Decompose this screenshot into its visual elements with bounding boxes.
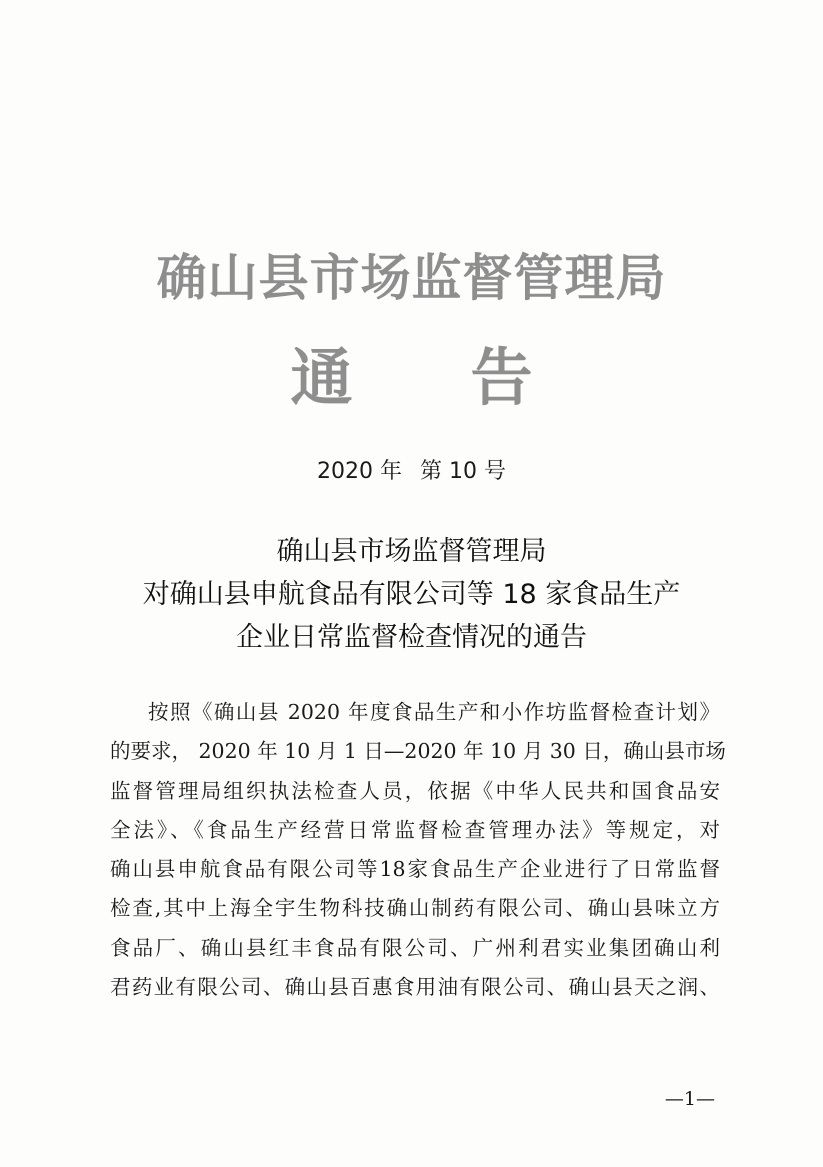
body-line: 食品厂、确山县红丰食品有限公司、广州利君实业集团确山利 xyxy=(110,935,720,960)
body-line: 全法》、《食品生产经营日常监督检查管理办法》等规定，对 xyxy=(110,817,720,842)
body-line: 监督管理局组织执法检查人员，依据《中华人民共和国食品安 xyxy=(110,778,720,803)
title-line-2: 对确山县申航食品有限公司等 18 家食品生产 xyxy=(142,579,681,610)
body-line: 君药业有限公司、确山县百惠食用油有限公司、确山县天之润、 xyxy=(110,975,720,1000)
page-number: —1— xyxy=(664,1088,715,1110)
document-year: 2020 年 xyxy=(317,459,402,484)
title-line-3: 企业日常监督检查情况的通告 xyxy=(236,622,587,653)
document-serial: 第 10 号 xyxy=(420,459,506,484)
title-line-1: 确山县市场监督管理局 xyxy=(276,536,547,567)
body-line: 按照《确山县 2020 年度食品生产和小作坊监督检查计划》 xyxy=(148,700,720,724)
masthead-doc-type xyxy=(0,342,823,414)
document-number xyxy=(0,457,823,487)
body-line: 检查,其中上海全宇生物科技确山制药有限公司、确山县味立方 xyxy=(110,896,720,921)
body-paragraph xyxy=(110,693,726,1007)
body-line: 的要求， 2020 年 10 月 1 日—2020 年 10 月 30 日，确山县市场 xyxy=(110,739,726,764)
masthead-organization: 确山县市场监督管理局 xyxy=(156,248,667,307)
masthead-doc-type-char-1: 通 xyxy=(290,341,353,414)
body-line: 确山县申航食品有限公司等18家食品生产企业进行了日常监督 xyxy=(110,857,720,882)
masthead-doc-type-char-2: 告 xyxy=(470,341,533,414)
notice-title xyxy=(60,530,763,659)
